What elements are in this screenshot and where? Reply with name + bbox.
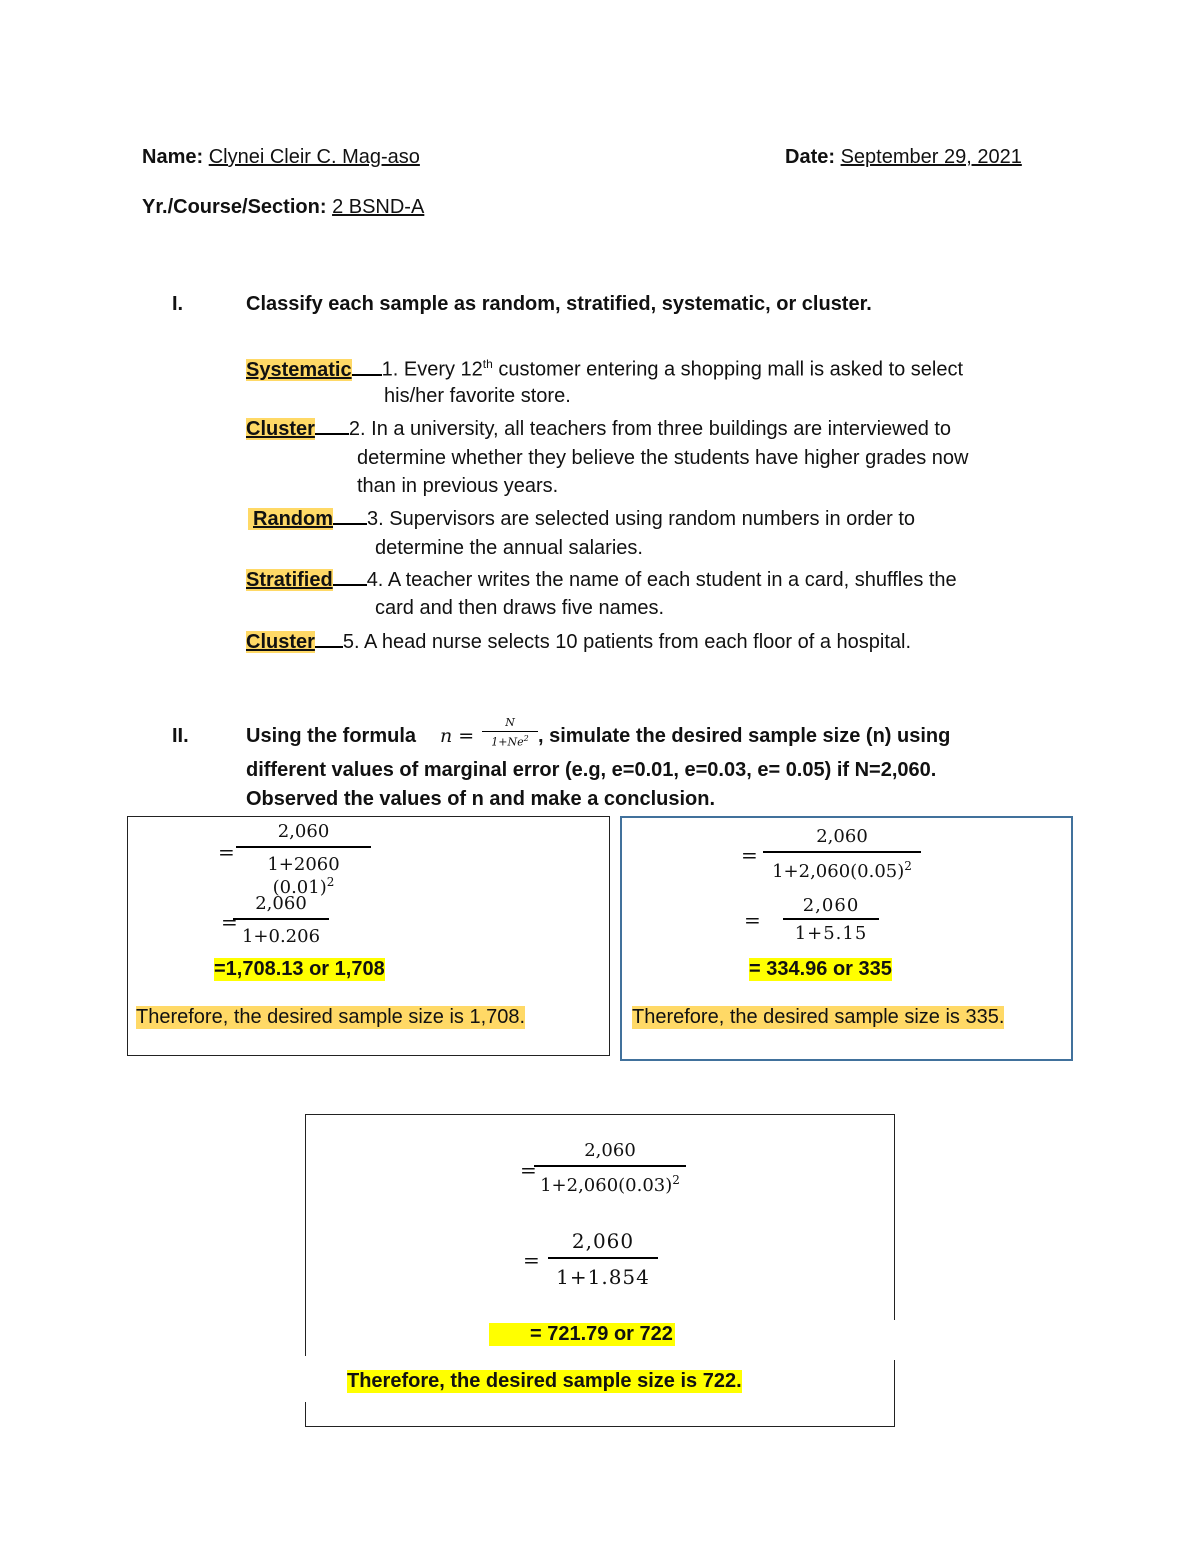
name-value: Clynei Cleir C. Mag-aso: [208, 146, 420, 168]
answer-underline: [315, 644, 343, 648]
equals-sign: =: [744, 908, 761, 932]
name-label: Name:: [142, 146, 204, 168]
part2-line2: different values of marginal error (e.g, e=0.01, e=0.03, e= 0.05) if N=2,060.: [246, 759, 937, 781]
list-item: Cluster 5. A head nurse selects 10 patients from each floor of a hospital.: [246, 631, 912, 653]
date-label: Date:: [785, 146, 836, 168]
part2-line3: Observed the values of n and make a conclusion.: [246, 788, 716, 810]
fraction-step2: 2,060 1+0.206: [233, 893, 329, 947]
conclusion-e005: Therefore, the desired sample size is 335.: [632, 1006, 1005, 1028]
equals-sign: =: [221, 910, 238, 934]
part2-line1-post: , simulate the desired sample size (n) using: [538, 725, 951, 747]
list-item: Stratified 4. A teacher writes the name of each student in a card, shuffles the: [246, 569, 957, 591]
answer-underline: [333, 521, 367, 525]
formula-lhs: n =: [440, 725, 475, 747]
name-line: [142, 146, 420, 169]
border-gap: [889, 1320, 899, 1360]
answer-2: Cluster: [246, 418, 315, 440]
list-item: Cluster 2. In a university, all teachers from three buildings are interviewed to: [246, 418, 952, 440]
equals-sign: =: [741, 843, 758, 867]
fraction-step1: 2,060 $1+2,060(0.05)^2$: [763, 826, 921, 882]
list-item: Systematic 1. Every 12th customer entering a shopping mall is asked to select: [246, 357, 964, 381]
section-label: Yr./Course/Section:: [142, 196, 327, 218]
part1-numeral: I.: [172, 293, 184, 315]
list-item: Random 3. Supervisors are selected using random numbers in order to: [248, 508, 915, 531]
formula-fraction: N $1+Ne^2$: [482, 716, 538, 749]
item-2-line2: determine whether they believe the students have higher grades now: [357, 447, 969, 469]
result-e003: = 721.79 or 722: [489, 1323, 675, 1346]
item-2-line3: than in previous years.: [357, 475, 559, 497]
part1-instruction: Classify each sample as random, stratified, systematic, or cluster.: [246, 293, 872, 315]
date-value: September 29, 2021: [840, 146, 1022, 168]
part2-line1: Using the formula: [246, 725, 417, 747]
conclusion-e003: Therefore, the desired sample size is 722.: [347, 1370, 742, 1392]
result-e005: = 334.96 or 335: [749, 958, 892, 980]
answer-underline: [315, 431, 349, 435]
answer-1: Systematic: [246, 358, 352, 381]
fraction-step1: 2,060 1+2060 $(0.01)^2$: [236, 821, 371, 898]
answer-underline: [333, 582, 367, 586]
answer-5: Cluster: [246, 631, 315, 653]
equals-sign: =: [523, 1248, 540, 1272]
equals-sign: =: [520, 1158, 537, 1182]
date-line: [785, 146, 1022, 169]
fraction-step2: 2,060 1+1.854: [548, 1229, 658, 1289]
fraction-step2: 2,060 1+5.15: [783, 895, 879, 944]
item-4-line2: card and then draws five names.: [375, 597, 665, 619]
border-gap: [301, 1356, 311, 1402]
fraction-step1: 2,060 $1+2,060(0.03)^2$: [534, 1140, 686, 1196]
section-line: [142, 196, 424, 219]
section-value: 2 BSND-A: [332, 196, 425, 218]
item-1-line2: his/her favorite store.: [384, 385, 571, 407]
part2-numeral: II.: [172, 725, 189, 747]
answer-underline: [352, 372, 382, 376]
item-3-line2: determine the annual salaries.: [375, 537, 643, 559]
result-e001: =1,708.13 or 1,708: [214, 958, 385, 980]
conclusion-e001: Therefore, the desired sample size is 1,708.: [136, 1006, 526, 1028]
equals-sign: =: [218, 840, 235, 864]
answer-3: Random: [248, 508, 333, 530]
answer-4: Stratified: [246, 569, 333, 591]
